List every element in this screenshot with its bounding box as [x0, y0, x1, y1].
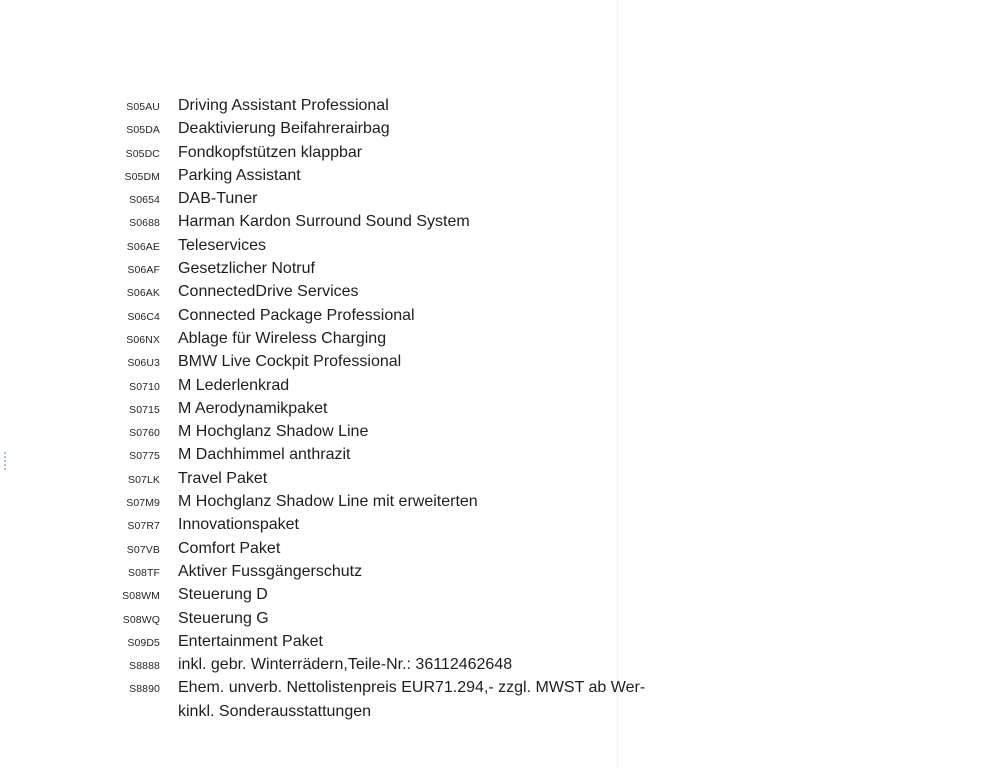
option-code: S07VB	[126, 543, 160, 556]
option-text: Ehem. unverb. Nettolistenpreis EUR71.294,- zzgl. MWST ab Wer-	[178, 679, 646, 697]
option-text: Innovationspaket	[178, 516, 299, 534]
option-text: Steuerung G	[178, 609, 269, 627]
list-item	[110, 513, 710, 536]
list-item	[110, 94, 710, 117]
option-text: DAB-Tuner	[178, 190, 258, 208]
option-code: S06AF	[127, 264, 160, 277]
option-code: S05AU	[126, 101, 160, 113]
list-item	[110, 537, 710, 560]
option-code: S07R7	[127, 520, 160, 533]
option-text: Deaktivierung Beifahrerairbag	[178, 120, 390, 138]
option-text: M Hochglanz Shadow Line	[178, 423, 369, 441]
option-text: Fondkopfstützen klappbar	[178, 143, 363, 161]
list-item	[110, 304, 710, 327]
option-code: S06U3	[127, 357, 160, 370]
list-item	[110, 164, 710, 187]
list-item	[110, 234, 710, 257]
list-item	[110, 141, 710, 164]
option-text: M Aerodynamikpaket	[178, 399, 328, 417]
option-text: Steuerung D	[178, 586, 268, 604]
option-text: Parking Assistant	[178, 166, 301, 184]
option-text: ConnectedDrive Services	[178, 283, 359, 301]
list-item	[110, 350, 710, 373]
option-code: S05DM	[124, 170, 160, 183]
list-item	[110, 583, 710, 606]
option-code: S08TF	[127, 566, 160, 579]
list-item	[110, 420, 710, 443]
option-text: Aktiver Fussgängerschutz	[178, 562, 363, 580]
list-item	[110, 257, 710, 280]
list-item	[110, 490, 710, 513]
option-code: S8890	[129, 683, 160, 696]
option-text: Comfort Paket	[178, 539, 281, 557]
list-item-continuation	[110, 700, 710, 723]
list-item	[110, 374, 710, 397]
option-text: M Hochglanz Shadow Line mit erweiterten	[178, 493, 478, 511]
list-item	[110, 117, 710, 140]
option-code: S06AK	[126, 287, 160, 300]
option-code: S0654	[129, 194, 160, 207]
option-code: S09D5	[127, 636, 160, 649]
option-code: S06NX	[126, 333, 160, 346]
option-code: S0775	[129, 450, 160, 463]
option-text: Ablage für Wireless Charging	[178, 329, 387, 347]
option-text: Connected Package Professional	[178, 306, 415, 324]
option-code: S05DC	[125, 147, 160, 160]
list-item	[110, 630, 710, 653]
option-code: S0760	[129, 427, 160, 440]
list-item	[110, 607, 710, 630]
option-code: S0688	[129, 217, 160, 230]
option-text: Entertainment Paket	[178, 632, 323, 650]
option-code: S8888	[129, 660, 160, 673]
option-continuation-text: kinkl. Sonderausstattungen	[178, 702, 372, 720]
option-text: Harman Kardon Surround Sound System	[178, 213, 470, 231]
list-item	[110, 327, 710, 350]
option-code: S06C4	[127, 310, 160, 323]
option-text: inkl. gebr. Winterrädern,Teile-Nr.: 36112462648	[178, 656, 513, 674]
option-code: S08WQ	[122, 613, 160, 626]
list-item	[110, 397, 710, 420]
option-code: S07M9	[126, 497, 160, 510]
list-item	[110, 467, 710, 490]
list-item	[110, 210, 710, 233]
option-text: Gesetzlicher Notruf	[178, 260, 315, 278]
scan-mark	[4, 452, 8, 470]
option-text: Teleservices	[178, 236, 267, 254]
option-code: S0715	[129, 403, 160, 416]
list-item	[110, 443, 710, 466]
list-item	[110, 653, 710, 676]
option-code: S06AE	[126, 240, 160, 253]
options-list	[110, 94, 710, 723]
list-item	[110, 676, 710, 699]
list-item	[110, 187, 710, 210]
option-text: Travel Paket	[178, 469, 268, 487]
option-code: S08WM	[122, 590, 160, 603]
option-text: M Lederlenkrad	[178, 376, 290, 394]
option-text: M Dachhimmel anthrazit	[178, 446, 351, 464]
option-text: Driving Assistant Professional	[178, 97, 389, 114]
list-item	[110, 280, 710, 303]
option-code: S0710	[129, 380, 160, 393]
option-code: S07LK	[127, 473, 160, 486]
option-code: S05DA	[126, 124, 160, 137]
option-text: BMW Live Cockpit Professional	[178, 353, 402, 371]
list-item	[110, 560, 710, 583]
